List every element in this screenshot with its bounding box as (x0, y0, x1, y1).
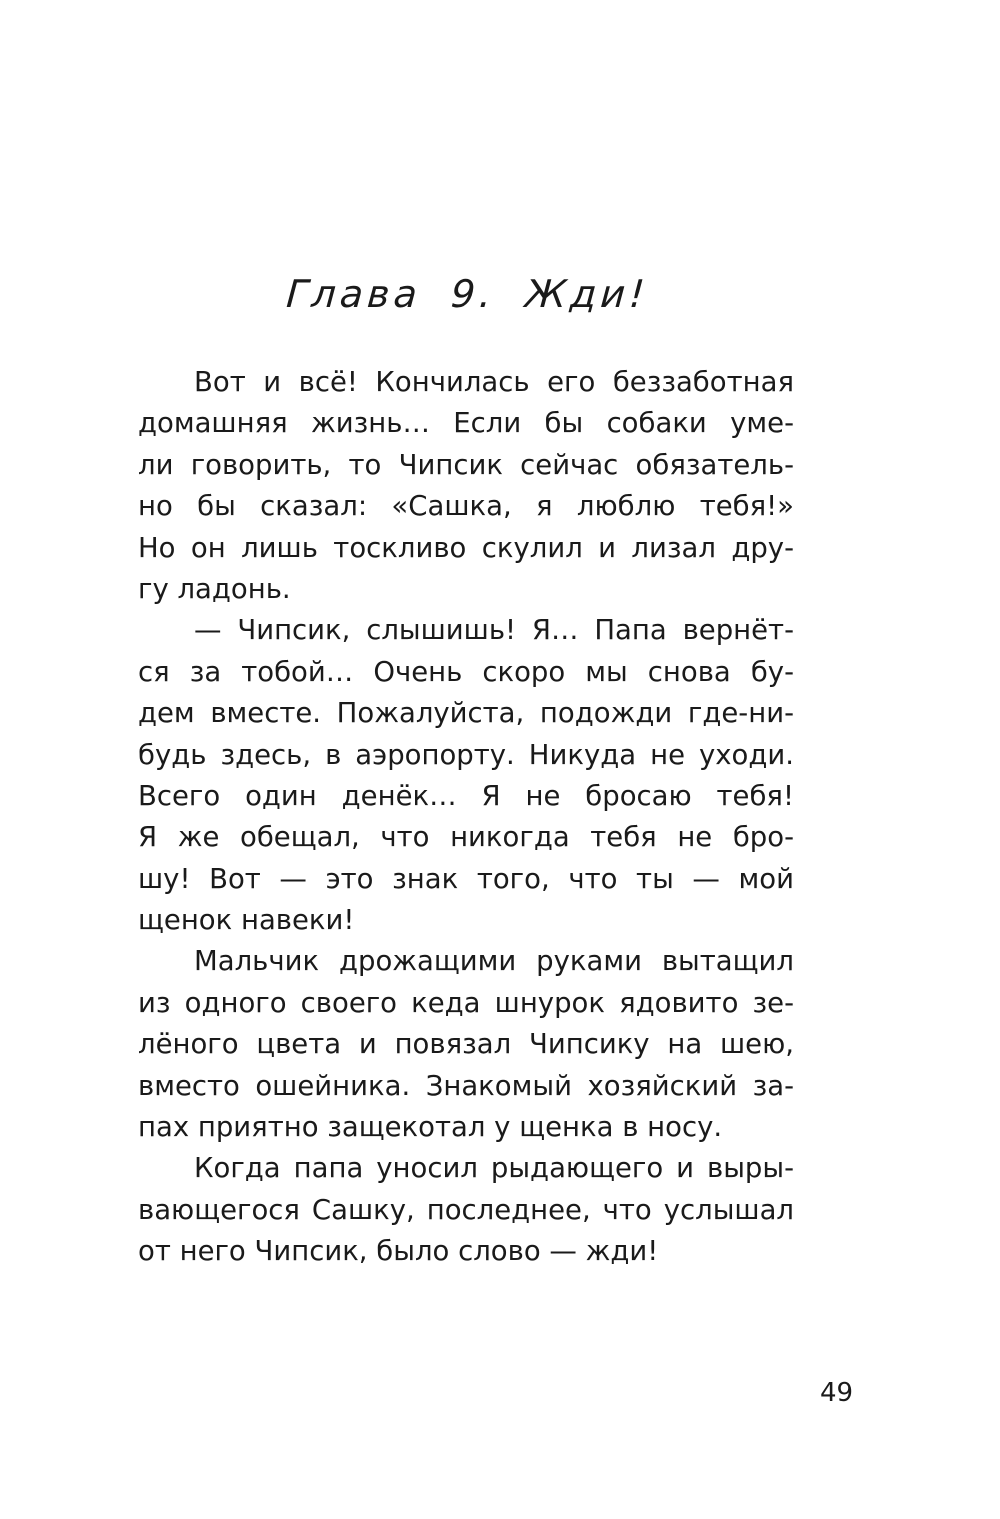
text-line: Всего один денёк… Я не бросаю тебя! (138, 779, 794, 812)
text-line: Но он лишь тоскливо скулил и лизал дру- (138, 531, 794, 564)
text-line: Когда папа уносил рыдающего и выры- (194, 1152, 794, 1185)
text-line: шу! Вот — это знак того, что ты — мой (138, 862, 794, 895)
text-line: будь здесь, в аэропорту. Никуда не уходи. (138, 738, 794, 771)
text-line: гу ладонь. (138, 572, 291, 605)
text-line: из одного своего кеда шнурок ядовито зе- (138, 986, 794, 1019)
text-line: Мальчик дрожащими руками вытащил (194, 945, 794, 978)
text-line: дем вместе. Пожалуйста, подожди где-ни- (138, 697, 794, 730)
text-line: но бы сказал: «Сашка, я люблю тебя!» (138, 490, 794, 523)
text-line: ли говорить, то Чипсик сейчас обязатель- (138, 448, 794, 481)
page-number: 49 (820, 1378, 854, 1408)
text-line: вместо ошейника. Знакомый хозяйский за- (138, 1069, 794, 1102)
text-line: пах приятно защекотал у щенка в носу. (138, 1111, 723, 1144)
text-line: ся за тобой… Очень скоро мы снова бу- (138, 655, 794, 688)
text-line: домашняя жизнь… Если бы собаки уме- (138, 407, 794, 440)
text-line: Вот и всё! Кончилась его беззаботная (194, 366, 794, 398)
text-line: лёного цвета и повязал Чипсику на шею, (138, 1028, 794, 1061)
text-line: Я же обещал, что никогда тебя не бро- (138, 821, 794, 854)
text-line: от него Чипсик, было слово — жди! (138, 1235, 659, 1268)
body-text (138, 362, 794, 1273)
text-line: — Чипсик, слышишь! Я… Папа вернёт- (194, 614, 794, 647)
text-line: щенок навеки! (138, 904, 355, 937)
text-line: вающегося Сашку, последнее, что услышал (138, 1193, 794, 1226)
chapter-title: Глава 9. Жди! (284, 272, 651, 316)
